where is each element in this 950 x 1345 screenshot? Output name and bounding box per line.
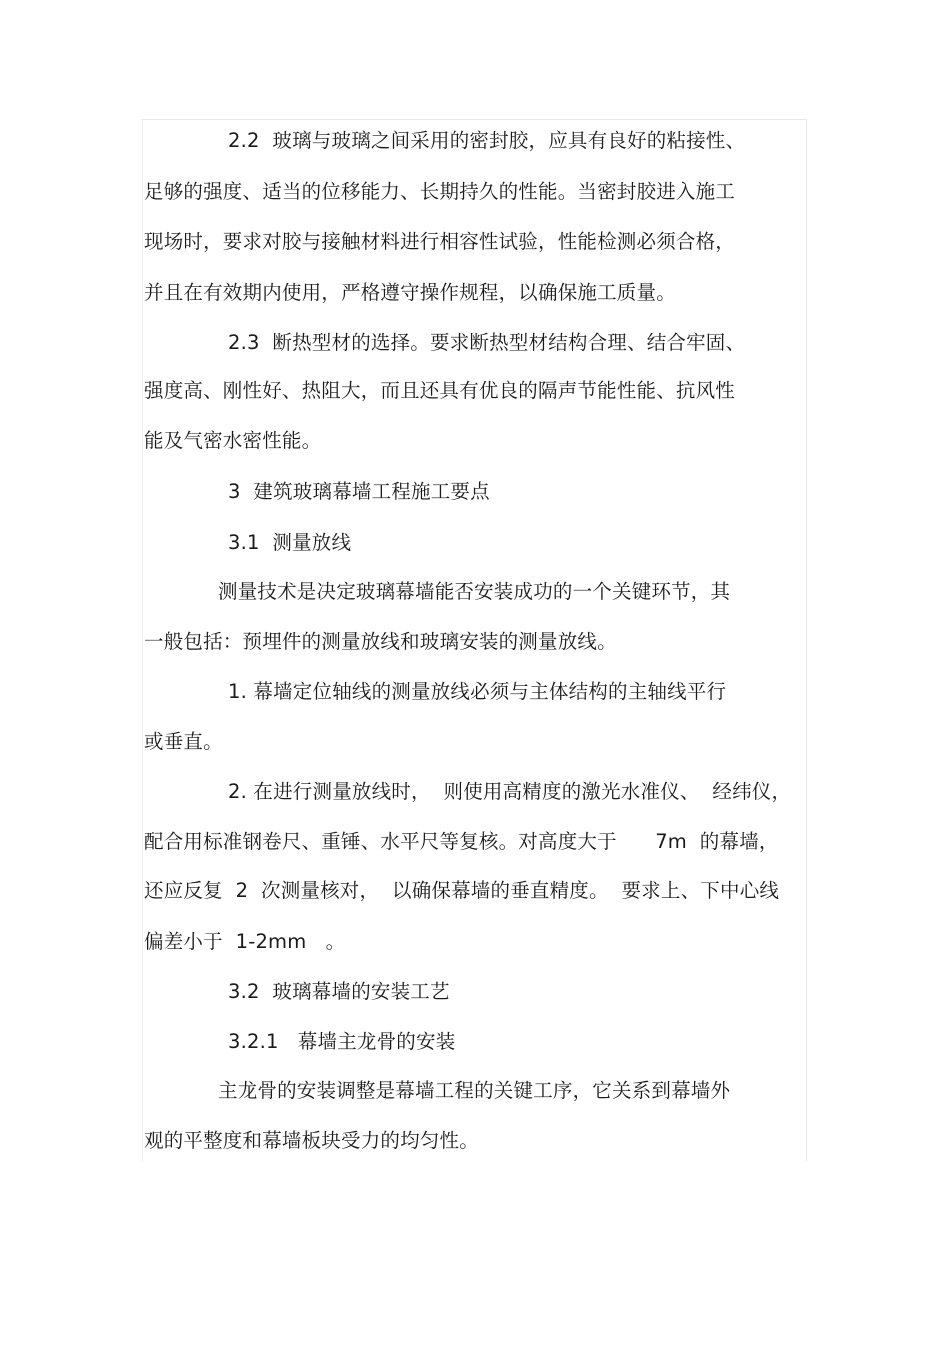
- paragraph-keel-line-2: 观的平整度和幕墙板块受力的均匀性。: [144, 1129, 479, 1152]
- item-2-line-4: 偏差小于 1-2mm 。: [144, 930, 346, 953]
- section-3-heading: 3 建筑玻璃幕墙工程施工要点: [228, 480, 490, 503]
- paragraph-measure-line-2: 一般包括：预埋件的测量放线和玻璃安装的测量放线。: [144, 630, 617, 653]
- item-2-line-1: 2. 在进行测量放线时， 则使用高精度的激光水准仪、 经纬仪，: [228, 780, 792, 803]
- paragraph-measure-line-1: 测量技术是决定玻璃幕墙能否安装成功的一个关键环节，其: [218, 580, 731, 603]
- item-2-line-2: 配合用标准钢卷尺、重锤、水平尺等复核。对高度大于 7m 的幕墙，: [144, 830, 779, 853]
- paragraph-2-2-line-4: 并且在有效期内使用，严格遵守操作规程，以确保施工质量。: [144, 281, 676, 304]
- paragraph-2-2-line-1: 2.2 玻璃与玻璃之间采用的密封胶，应具有良好的粘接性、: [228, 129, 746, 152]
- paragraph-keel-line-1: 主龙骨的安装调整是幕墙工程的关键工序，它关系到幕墙外: [218, 1079, 731, 1102]
- section-3-1-heading: 3.1 测量放线: [228, 531, 352, 554]
- section-3-2-1-heading: 3.2.1 幕墙主龙骨的安装: [228, 1030, 456, 1053]
- paragraph-2-3-line-1: 2.3 断热型材的选择。要求断热型材结构合理、结合牢固、: [228, 331, 746, 354]
- item-2-line-3: 还应反复 2 次测量核对， 以确保幕墙的垂直精度。 要求上、下中心线: [144, 879, 780, 902]
- item-1-line-1: 1. 幕墙定位轴线的测量放线必须与主体结构的主轴线平行: [228, 680, 727, 703]
- paragraph-2-3-line-2: 强度高、刚性好、热阻大，而且还具有优良的隔声节能性能、抗风性: [144, 379, 736, 402]
- section-3-2-heading: 3.2 玻璃幕墙的安装工艺: [228, 980, 450, 1003]
- paragraph-2-2-line-2: 足够的强度、适当的位移能力、长期持久的性能。当密封胶进入施工: [144, 180, 736, 203]
- paragraph-2-3-line-3: 能及气密水密性能。: [144, 429, 322, 452]
- item-1-line-2: 或垂直。: [144, 730, 223, 753]
- paragraph-2-2-line-3: 现场时，要求对胶与接触材料进行相容性试验，性能检测必须合格，: [144, 230, 736, 253]
